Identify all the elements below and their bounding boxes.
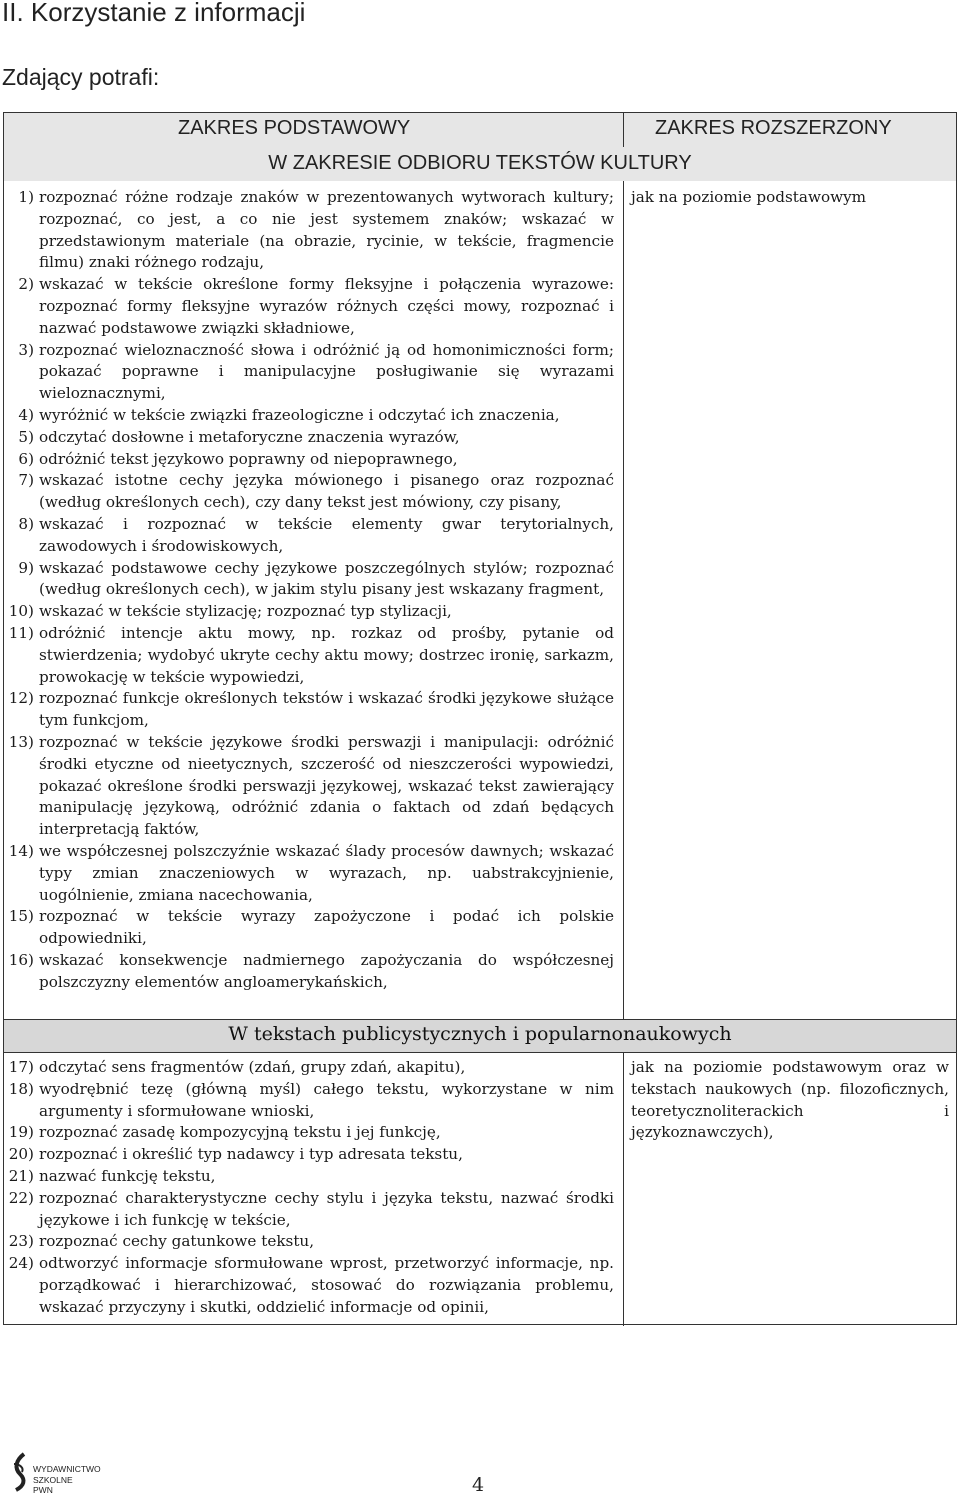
item-number: 3) <box>18 340 34 359</box>
row-divider <box>4 1052 956 1053</box>
extended-requirements-1: jak na poziomie podstawowym <box>631 188 867 206</box>
basic-requirements-list-2 <box>0 1057 614 1319</box>
list-item <box>0 1166 614 1188</box>
item-number: 13) <box>8 732 34 751</box>
item-text: odczytać dosłowne i metaforyczne znaczenia wyrazów, <box>39 427 460 446</box>
basic-requirements-list-1 <box>0 187 614 993</box>
item-number: 19) <box>8 1123 34 1142</box>
item-text: we współczesnej polszczyźnie wskazać ślady procesów dawnych; wskazać typy zmian znaczeniowych w wyrazach, np. uabstrakcyjnienie, uogólnienie, zmiana nacechowania, <box>39 841 614 904</box>
item-number: 21) <box>8 1166 34 1185</box>
list-item <box>0 514 614 558</box>
list-item <box>0 906 614 950</box>
list-item <box>0 1122 614 1144</box>
subtitle: Zdający potrafi: <box>2 64 160 90</box>
item-text: wskazać w tekście stylizację; rozpoznać typ stylizacji, <box>39 602 452 621</box>
item-number: 15) <box>8 907 34 926</box>
item-text: rozpoznać różne rodzaje znaków w prezentowanych wytworach kultury; rozpoznać, co jest, a co nie jest systemem znaków; wskazać w przedstawionym materiale (na obrazie, rycinie, w tekście, fragmencie filmu) znaki różnego rodzaju, <box>39 188 614 272</box>
list-item <box>0 449 614 471</box>
list-item <box>0 623 614 688</box>
publisher-logo-icon <box>10 1452 32 1496</box>
item-number: 14) <box>8 841 34 860</box>
item-text: odróżnić tekst językowo poprawny od niepoprawnego, <box>39 449 458 468</box>
item-text: rozpoznać funkcje określonych tekstów i wskazać środki językowe służące tym funkcjom, <box>39 689 614 730</box>
item-number: 16) <box>8 950 34 969</box>
item-text: rozpoznać w tekście językowe środki perswazji i manipulacji: odróżnić środki etyczne od nieetycznych, szczerość od nieszczerości wypowiedzi, pokazać określone środki perswazji językowej, wskazać tekst zawierający manipulację językową, odróżnić zdania o faktach od zdań będących interpretacją faktów, <box>39 732 614 839</box>
item-number: 10) <box>8 602 34 621</box>
item-text: rozpoznać i określić typ nadawcy i typ adresata tekstu, <box>39 1145 463 1164</box>
item-number: 9) <box>18 558 34 577</box>
item-number: 12) <box>8 689 34 708</box>
list-item <box>0 688 614 732</box>
page-number: 4 <box>472 1474 485 1496</box>
item-number: 8) <box>18 514 34 533</box>
band-journalistic-texts: W tekstach publicystycznych i popularnonaukowych <box>228 1023 732 1045</box>
list-item <box>0 1057 614 1079</box>
list-item <box>0 470 614 514</box>
item-number: 5) <box>18 427 34 446</box>
item-number: 18) <box>8 1079 34 1098</box>
publisher-line: WYDAWNICTWO <box>33 1464 101 1474</box>
list-item <box>0 558 614 602</box>
item-text: wskazać konsekwencje nadmiernego zapożyczania do współczesnej polszczyzny elementów angloamerykańskich, <box>39 950 614 991</box>
section-title: II. Korzystanie z informacji <box>2 0 306 27</box>
list-item <box>0 405 614 427</box>
item-number: 11) <box>8 623 34 642</box>
list-item <box>0 1079 614 1123</box>
item-text: odczytać sens fragmentów (zdań, grupy zdań, akapitu), <box>39 1058 466 1076</box>
list-item <box>0 1144 614 1166</box>
item-text: nazwać funkcję tekstu, <box>39 1166 216 1185</box>
requirements-table <box>3 112 957 1325</box>
item-text: rozpoznać charakterystyczne cechy stylu i języka tekstu, nazwać środki językowe i ich funkcję w tekście, <box>39 1188 614 1229</box>
item-number: 6) <box>18 449 34 468</box>
item-text: wskazać podstawowe cechy językowe poszczególnych stylów; rozpoznać (według określonych cech), w jakim stylu pisany jest wskazany fragment, <box>39 558 614 599</box>
list-item <box>0 274 614 339</box>
list-item <box>0 427 614 449</box>
column-divider <box>623 113 624 147</box>
list-item <box>0 187 614 274</box>
item-text: rozpoznać w tekście wyrazy zapożyczone i podać ich polskie odpowiedniki, <box>39 907 614 948</box>
publisher-line: PWN <box>33 1485 53 1495</box>
item-text: odtworzyć informacje sformułowane wprost, przetworzyć informacje, np. porządkować i hierarchizować, stosować do rozwiązania problemu, wskazać przyczyny i skutki, oddzielić informacje od opinii, <box>39 1254 614 1316</box>
item-number: 23) <box>8 1232 34 1251</box>
item-text: rozpoznać cechy gatunkowe tekstu, <box>39 1232 315 1251</box>
list-item <box>0 841 614 906</box>
list-item <box>0 1253 614 1318</box>
column-header-extended: ZAKRES ROZSZERZONY <box>655 117 892 139</box>
item-number: 4) <box>18 405 34 424</box>
item-text: wskazać w tekście określone formy fleksyjne i połączenia wyrazowe: rozpoznać formy fleksyjne wyrazów różnych części mowy, rozpoznać i nazwać podstawowe związki składniowe, <box>39 275 614 337</box>
item-number: 20) <box>8 1145 34 1164</box>
item-text: wyróżnić w tekście związki frazeologiczne i odczytać ich znaczenia, <box>39 405 560 424</box>
band-culture-texts: W ZAKRESIE ODBIORU TEKSTÓW KULTURY <box>268 152 692 174</box>
item-text: rozpoznać zasadę kompozycyjną tekstu i jej funkcję, <box>39 1123 441 1142</box>
column-divider <box>623 181 624 1019</box>
publisher-line: SZKOLNE <box>33 1474 73 1485</box>
item-number: 2) <box>18 275 34 294</box>
column-header-basic: ZAKRES PODSTAWOWY <box>178 117 411 139</box>
list-item <box>0 1231 614 1253</box>
publisher-name <box>33 1464 101 1496</box>
row-divider <box>4 1019 956 1020</box>
item-number: 17) <box>8 1058 34 1076</box>
item-text: rozpoznać wieloznaczność słowa i odróżnić ją od homonimiczności form; pokazać poprawne i manipulacyjne posługiwanie się wyrazami wieloznacznymi, <box>39 340 614 403</box>
list-item <box>0 1188 614 1232</box>
extended-requirements-2: jak na poziomie podstawowym oraz w tekstach naukowych (np. filozoficznych, teoretycznoliterackich i językoznawczych), <box>631 1058 949 1142</box>
item-number: 24) <box>8 1254 34 1273</box>
list-item <box>0 950 614 994</box>
item-number: 7) <box>18 471 34 490</box>
item-number: 22) <box>8 1188 34 1207</box>
item-number: 1) <box>18 188 34 206</box>
list-item <box>0 340 614 405</box>
list-item <box>0 732 614 841</box>
column-divider <box>623 1052 624 1326</box>
item-text: wskazać istotne cechy języka mówionego i pisanego oraz rozpoznać (według określonych cech), czy dany tekst jest mówiony, czy pisany, <box>39 471 614 512</box>
item-text: wyodrębnić tezę (główną myśl) całego tekstu, wykorzystane w nim argumenty i sformułowane wnioski, <box>39 1079 614 1120</box>
item-text: odróżnić intencje aktu mowy, np. rozkaz od prośby, pytanie od stwierdzenia; wydobyć ukryte cechy aktu mowy; dostrzec ironię, sarkazm, prowokację w tekście wypowiedzi, <box>39 623 614 686</box>
list-item <box>0 601 614 623</box>
item-text: wskazać i rozpoznać w tekście elementy gwar terytorialnych, zawodowych i środowiskowych, <box>39 514 614 555</box>
